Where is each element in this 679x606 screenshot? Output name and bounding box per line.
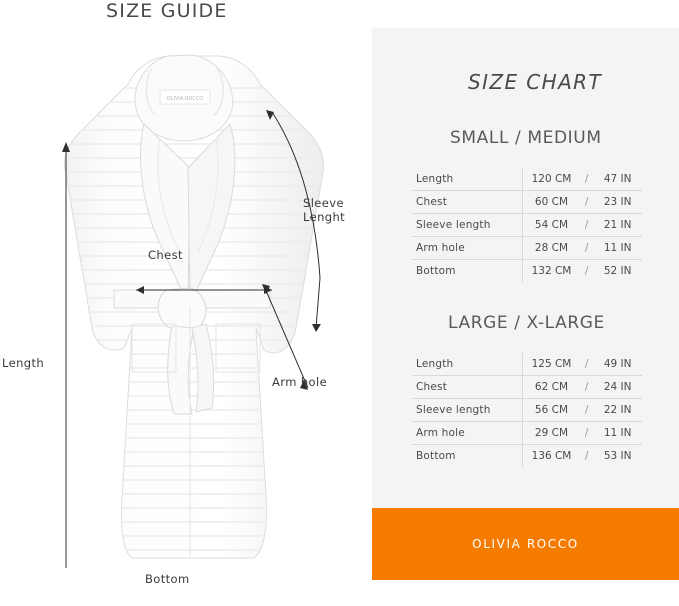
section-title-large-xlarge: LARGE / X-LARGE (448, 313, 605, 333)
row-cm: 28 CM (523, 237, 580, 260)
row-in: 11 IN (593, 237, 642, 260)
measurement-label-arm-hole: Arm hole (272, 375, 328, 389)
table-row (412, 260, 642, 283)
row-separator: / (580, 214, 593, 237)
size-table-small-medium (412, 168, 642, 282)
row-in: 23 IN (593, 191, 642, 214)
page-title: SIZE GUIDE (106, 0, 228, 22)
row-in: 24 IN (593, 376, 642, 399)
measurement-label-bottom: Bottom (145, 572, 190, 586)
row-cm: 56 CM (523, 399, 580, 422)
row-in: 47 IN (593, 168, 642, 191)
measurement-label-chest: Chest (148, 248, 183, 262)
row-in: 11 IN (593, 422, 642, 445)
row-label: Length (412, 168, 523, 191)
table-row (412, 445, 642, 468)
row-label: Bottom (416, 450, 456, 462)
brand-name: OLIVIA ROCCO (472, 537, 579, 551)
row-in: 52 IN (603, 265, 632, 277)
row-cm: 29 CM (523, 422, 580, 445)
row-cm: 136 CM (523, 445, 580, 468)
row-separator: / (580, 376, 593, 399)
row-label: Sleeve length (412, 214, 523, 237)
table-row (412, 399, 642, 422)
table-row (412, 353, 642, 376)
row-separator: / (584, 265, 589, 277)
measurement-label-sleeve-length (303, 196, 345, 225)
row-in: 53 IN (603, 450, 632, 462)
size-table-large-xlarge (412, 353, 642, 467)
row-label: Arm hole (412, 422, 523, 445)
row-separator: / (580, 353, 593, 376)
row-label: Arm hole (412, 237, 523, 260)
row-separator: / (580, 422, 593, 445)
row-cm: 62 CM (523, 376, 580, 399)
row-label: Chest (412, 376, 523, 399)
row-cm: 60 CM (523, 191, 580, 214)
table-row (412, 191, 642, 214)
row-cm: 120 CM (523, 168, 580, 191)
row-cm: 54 CM (523, 214, 580, 237)
measurement-label-length: Length (2, 356, 45, 370)
row-cm: 125 CM (523, 353, 580, 376)
sleeve-line-1: Sleeve (303, 196, 344, 210)
row-separator: / (584, 450, 589, 462)
table-row (412, 214, 642, 237)
table-row (412, 422, 642, 445)
row-separator: / (580, 191, 593, 214)
row-in: 49 IN (593, 353, 642, 376)
sleeve-line-2: Lenght (303, 210, 346, 225)
row-separator: / (580, 399, 593, 422)
size-chart-title: SIZE CHART (468, 70, 603, 94)
size-chart-panel (372, 28, 679, 580)
svg-text:OLIVIA ROCCO: OLIVIA ROCCO (166, 96, 204, 102)
row-label: Bottom (416, 265, 456, 277)
section-title-small-medium: SMALL / MEDIUM (450, 128, 602, 148)
brand-banner (372, 508, 679, 580)
table-row (412, 168, 642, 191)
bathrobe-illustration (40, 28, 330, 568)
row-in: 22 IN (593, 399, 642, 422)
row-in: 21 IN (593, 214, 642, 237)
row-label: Chest (412, 191, 523, 214)
row-cm: 132 CM (523, 260, 580, 283)
table-row (412, 237, 642, 260)
table-row (412, 376, 642, 399)
row-separator: / (580, 237, 593, 260)
row-separator: / (580, 168, 593, 191)
row-label: Sleeve length (412, 399, 523, 422)
row-label: Length (412, 353, 523, 376)
